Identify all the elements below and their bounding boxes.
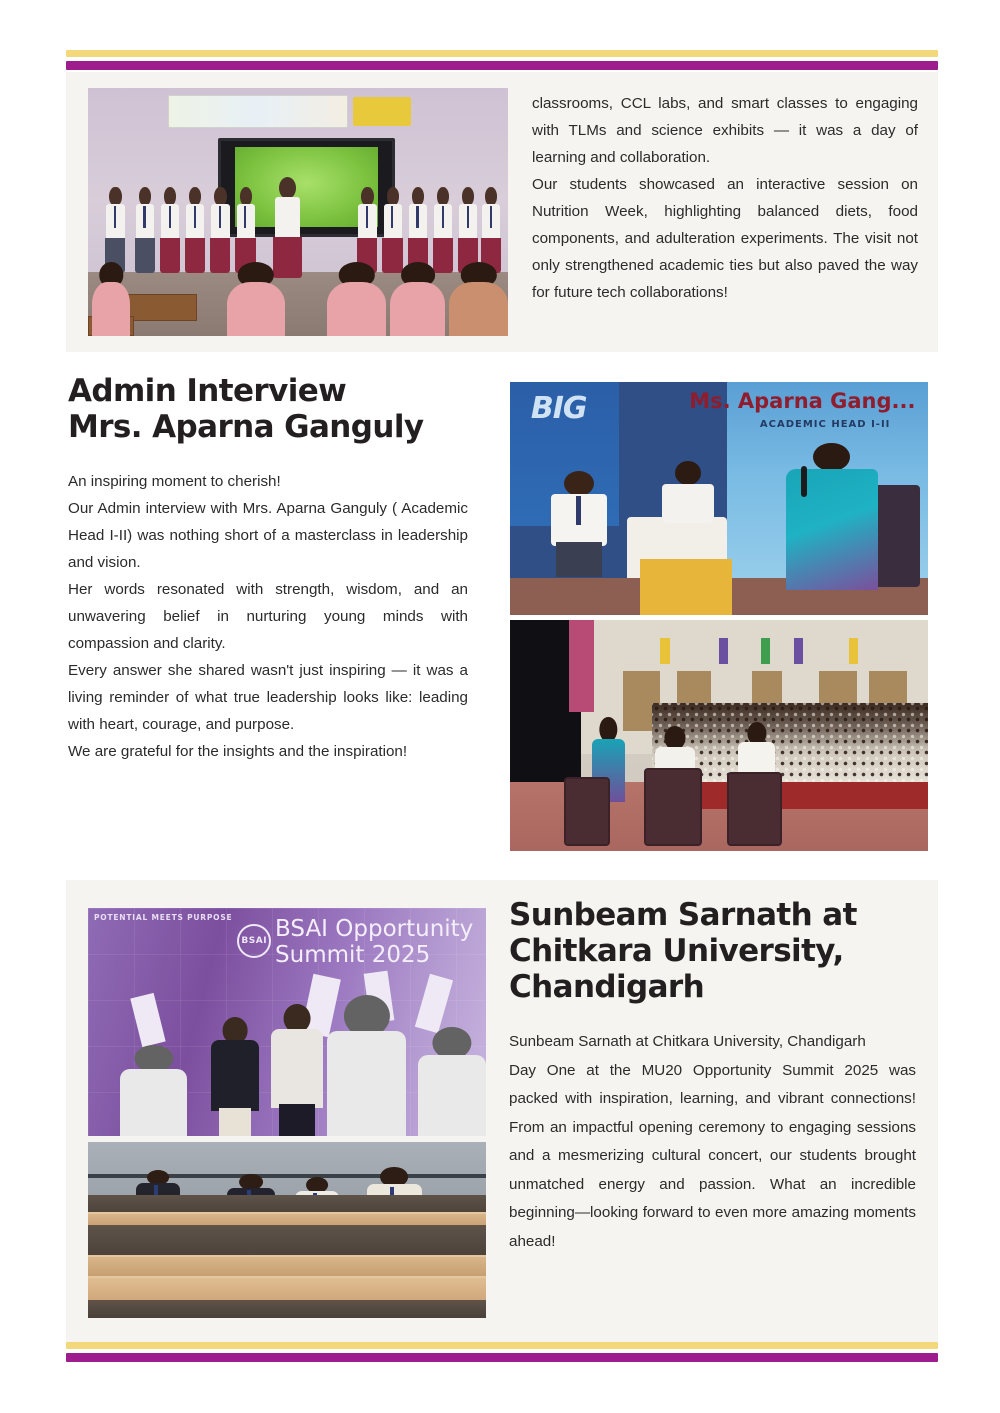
backdrop-big-text: BIG — [530, 391, 587, 427]
classroom-photo — [88, 88, 508, 336]
student-attendee-2 — [271, 1004, 323, 1136]
purple-stripe-bottom — [66, 1353, 938, 1362]
heading-line-1: Admin Interview — [68, 373, 347, 409]
chitkara-paragraph-2: Day One at the MU20 Opportunity Summit 2025 was packed with inspiration, learning, and vibrant connections! From an impactful opening ceremony to engaging sessions and a mesmerizing cultural concert, our students brought unmatched energy and passion. What an incredible beginning—looking forward to even more amazing moments ahead! — [509, 1061, 916, 1250]
chitkara-heading-line-3: Chandigarh — [509, 968, 705, 1005]
wall-chart-left — [168, 95, 349, 127]
top-border-decoration — [66, 50, 938, 70]
intro-paragraph-2: Our students showcased an interactive session on Nutrition Week, highlighting balanced diets, food components, and adulteration experiments. The visit not only strengthened academic ties but also paved the way for future tech collaborations! — [532, 176, 918, 301]
summit-title-line-1: BSAI Opportunity — [275, 916, 474, 943]
student-interviewer-2 — [660, 461, 714, 522]
intro-text-block — [532, 90, 918, 306]
bottom-border-decoration — [66, 1342, 938, 1362]
interview-paragraph-1: An inspiring moment to cherish! — [68, 473, 281, 490]
backdrop-speaker-name: Ms. Aparna Gang... — [689, 388, 916, 413]
interview-paragraph-2: Our Admin interview with Mrs. Aparna Ganguly ( Academic Head I-II) was nothing short of a masterclass in leadership and vision. — [68, 500, 468, 571]
admin-interview-text-block — [68, 468, 468, 765]
intro-panel — [66, 72, 938, 352]
interview-paragraph-5: We are grateful for the insights and the inspiration! — [68, 743, 408, 760]
backdrop-speaker-role: ACADEMIC HEAD I-II — [759, 419, 891, 431]
gold-stripe-bottom — [66, 1342, 938, 1349]
chitkara-heading-line-1: Sunbeam Sarnath at — [509, 897, 857, 933]
lecture-hall-photo — [88, 1142, 486, 1318]
intro-paragraph-1: classrooms, CCL labs, and smart classes to engaging with TLMs and science exhibits — it was a day of learning and collaboration. — [532, 95, 918, 166]
summit-tagline: POTENTIAL MEETS PURPOSE — [93, 912, 233, 922]
gold-stripe-top — [66, 50, 938, 57]
chitkara-heading-line-2: Chitkara University, — [509, 932, 844, 969]
auditorium-photo — [510, 620, 928, 851]
chitkara-panel — [66, 880, 938, 1342]
purple-stripe-top — [66, 61, 938, 70]
bsai-logo: BSAI — [237, 924, 271, 958]
chitkara-heading — [509, 898, 921, 1006]
chitkara-paragraph-1: Sunbeam Sarnath at Chitkara University, Chandigarh — [509, 1033, 866, 1050]
chitkara-text-block — [509, 1028, 916, 1256]
admin-interview-section — [0, 368, 1000, 868]
student-interviewer-1 — [548, 471, 611, 576]
bsai-summit-photo — [88, 908, 486, 1136]
speaker-aparna-ganguly — [786, 443, 878, 587]
interview-stage-photo — [510, 382, 928, 615]
summit-title-line-2: Summit 2025 — [275, 941, 431, 968]
wall-chart-right — [353, 97, 412, 127]
summit-title — [275, 917, 473, 969]
interview-paragraph-4: Every answer she shared wasn't just inspiring — it was a living reminder of what true leadership looks like: leading with heart, courage, and purpose. — [68, 662, 468, 733]
student-attendee-1 — [211, 1017, 259, 1136]
interview-paragraph-3: Her words resonated with strength, wisdom, and an unwavering belief in nurturing young minds with compassion and clarity. — [68, 581, 468, 652]
admin-interview-heading — [68, 374, 478, 446]
heading-line-2: Mrs. Aparna Ganguly — [68, 408, 424, 445]
